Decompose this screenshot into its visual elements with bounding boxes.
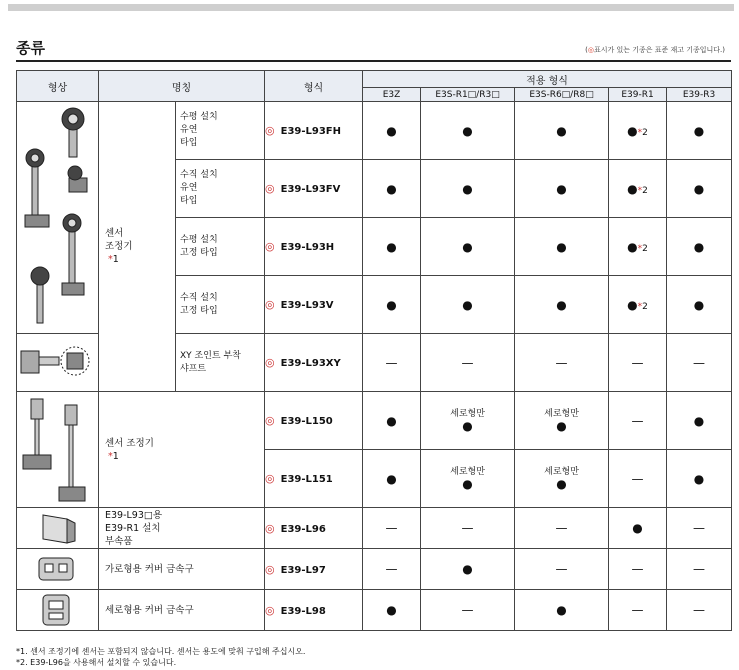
footnote-2: *2. E39-L96을 사용해서 설치할 수 있습니다. (16, 658, 177, 667)
value-cell: — (515, 334, 609, 392)
header-col-e39-r3: E39-R3 (667, 88, 732, 102)
value-cell: ● (421, 218, 515, 276)
l96-drawing (17, 509, 97, 547)
product-image-l93xy (17, 334, 99, 392)
row-name: E39-L93□용 E39-R1 설치 부속품 (99, 508, 265, 549)
value-cell: — (609, 334, 667, 392)
value-cell: ●*2 (609, 218, 667, 276)
model-cell: ◎ E39-L96 (265, 508, 363, 549)
value-cell: 세로형만 ● (515, 450, 609, 508)
model-cell: ◎ E39-L93FV (265, 160, 363, 218)
stock-note: (◎표시가 있는 기종은 표준 재고 기종입니다.) (585, 46, 725, 54)
header-name: 명칭 (99, 71, 265, 102)
value-cell: ● (667, 160, 732, 218)
header-col-e39-r1: E39-R1 (609, 88, 667, 102)
model-cell: ◎ E39-L98 (265, 590, 363, 631)
table-row (17, 392, 732, 450)
group-name-sensor-adjuster-2: 센서 조정기 *1 (99, 392, 265, 508)
model-cell: ◎ E39-L151 (265, 450, 363, 508)
value-cell: ● (515, 276, 609, 334)
value-cell: ● (667, 276, 732, 334)
product-image-l150 (17, 392, 99, 508)
xy-joint-drawing (17, 335, 97, 391)
stock-mark-icon: ◎ (265, 240, 275, 253)
product-image-l93 (17, 102, 99, 334)
l97-drawing (17, 550, 97, 588)
value-cell: — (609, 450, 667, 508)
value-cell: ● (667, 450, 732, 508)
header-col-e3s-r1: E3S-R1□/R3□ (421, 88, 515, 102)
stock-mark-icon: ◎ (265, 472, 275, 485)
value-cell: ● (421, 102, 515, 160)
value-cell: — (363, 334, 421, 392)
model-cell: ◎ E39-L93V (265, 276, 363, 334)
stock-mark-icon: ◎ (587, 46, 594, 54)
table-row (17, 508, 732, 549)
table-row (17, 102, 732, 160)
row-sub-name: 수평 설치 유연 타입 (176, 102, 265, 160)
product-image-l98 (17, 590, 99, 631)
row-sub-name: XY 조인트 부착 샤프트 (176, 334, 265, 392)
value-cell: ● (515, 102, 609, 160)
group-name-sensor-adjuster: 센서 조정기 *1 (99, 102, 176, 392)
value-cell: — (363, 549, 421, 590)
stock-mark-icon: ◎ (265, 356, 275, 369)
value-cell: ● (515, 590, 609, 631)
product-table (16, 70, 732, 631)
value-cell: — (363, 508, 421, 549)
l98-drawing (17, 591, 97, 629)
header-shape: 형상 (17, 71, 99, 102)
value-cell: ● (363, 392, 421, 450)
value-cell: 세로형만 ● (421, 450, 515, 508)
value-cell: ● (363, 102, 421, 160)
value-cell: 세로형만 ● (515, 392, 609, 450)
value-cell: — (515, 549, 609, 590)
value-cell: — (421, 508, 515, 549)
top-bar (8, 4, 734, 11)
value-cell: 세로형만 ● (421, 392, 515, 450)
header-col-e3s-r6: E3S-R6□/R8□ (515, 88, 609, 102)
value-cell: ● (667, 392, 732, 450)
stock-mark-icon: ◎ (265, 603, 275, 617)
value-cell: — (609, 392, 667, 450)
header-applicable: 적용 형식 (363, 71, 732, 88)
table-row (17, 549, 732, 590)
value-cell: ● (363, 276, 421, 334)
header-col-e3z: E3Z (363, 88, 421, 102)
title-rule (16, 60, 731, 62)
stock-mark-icon: ◎ (265, 298, 275, 311)
row-sub-name: 수평 설치 고정 타입 (176, 218, 265, 276)
value-cell: — (421, 590, 515, 631)
value-cell: ●*2 (609, 276, 667, 334)
table-row (17, 590, 732, 631)
model-cell: ◎ E39-L93FH (265, 102, 363, 160)
stock-mark-icon: ◎ (265, 521, 275, 535)
value-cell: — (515, 508, 609, 549)
stock-mark-icon: ◎ (265, 414, 275, 427)
value-cell: ● (609, 508, 667, 549)
stock-mark-icon: ◎ (265, 124, 275, 137)
value-cell: ● (363, 218, 421, 276)
value-cell: ● (421, 160, 515, 218)
row-sub-name: 수직 설치 고정 타입 (176, 276, 265, 334)
value-cell: — (667, 590, 732, 631)
page-title: 종류 (16, 39, 45, 57)
value-cell: ● (515, 218, 609, 276)
value-cell: ● (363, 450, 421, 508)
value-cell: ●*2 (609, 160, 667, 218)
value-cell: ● (515, 160, 609, 218)
value-cell: — (609, 549, 667, 590)
value-cell: — (667, 549, 732, 590)
model-cell: ◎ E39-L93H (265, 218, 363, 276)
value-cell: ● (421, 549, 515, 590)
value-cell: ● (363, 590, 421, 631)
model-cell: ◎ E39-L93XY (265, 334, 363, 392)
value-cell: ● (667, 218, 732, 276)
sensor-adjuster-drawing (17, 103, 97, 333)
row-name: 세로형용 커버 금속구 (99, 590, 265, 631)
row-name: 가로형용 커버 금속구 (99, 549, 265, 590)
value-cell: — (667, 334, 732, 392)
value-cell: — (421, 334, 515, 392)
stock-mark-icon: ◎ (265, 562, 275, 576)
footnote-1: *1. 센서 조정기에 센서는 포함되지 않습니다. 센서는 용도에 맞춰 구입해 주십시오. (16, 647, 306, 656)
value-cell: ● (421, 276, 515, 334)
model-cell: ◎ E39-L97 (265, 549, 363, 590)
product-image-l96 (17, 508, 99, 549)
value-cell: — (609, 590, 667, 631)
value-cell: ● (667, 102, 732, 160)
header-model: 형식 (265, 71, 363, 102)
product-image-l97 (17, 549, 99, 590)
l150-drawing (17, 393, 97, 507)
value-cell: ● (363, 160, 421, 218)
model-cell: ◎ E39-L150 (265, 392, 363, 450)
value-cell: — (667, 508, 732, 549)
row-sub-name: 수직 설치 유연 타입 (176, 160, 265, 218)
stock-mark-icon: ◎ (265, 182, 275, 195)
value-cell: ●*2 (609, 102, 667, 160)
